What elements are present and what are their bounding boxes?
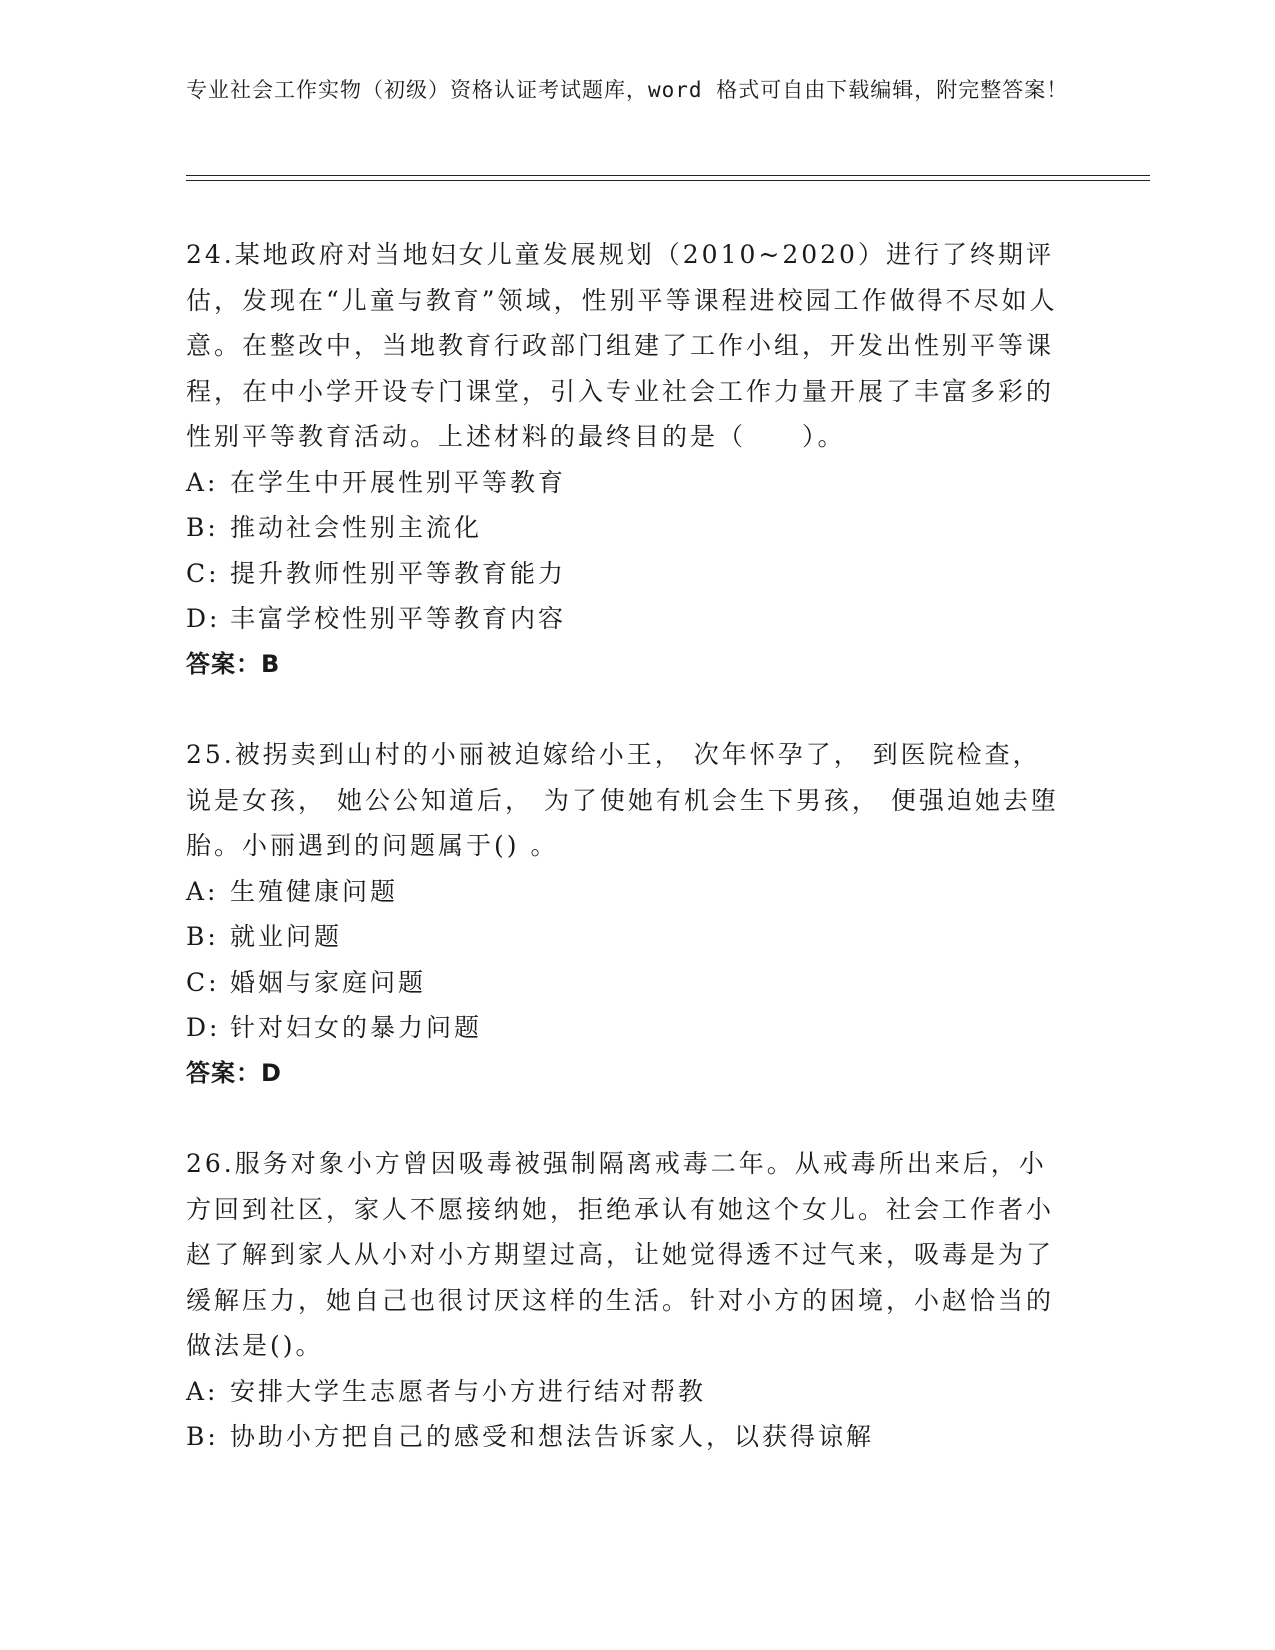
header-divider-bottom xyxy=(186,180,1150,181)
option-label: C: xyxy=(186,967,220,997)
option-text: 生殖健康问题 xyxy=(230,876,399,906)
option-b xyxy=(186,1414,1066,1460)
option-c xyxy=(186,960,1066,1006)
option-text: 就业问题 xyxy=(230,922,343,951)
option-b xyxy=(186,505,1066,551)
option-label: B: xyxy=(186,922,219,951)
option-text: 针对妇女的暴力问题 xyxy=(230,1013,483,1042)
question-list xyxy=(186,232,1066,1505)
option-a xyxy=(186,869,1066,915)
header-divider-top xyxy=(186,175,1150,176)
option-label: A: xyxy=(186,1376,219,1406)
question-text: 26.服务对象小方曾因吸毒被强制隔离戒毒二年。从戒毒所出来后，小方回到社区，家人不愿接纳她，拒绝承认有她这个女儿。社会工作者小赵了解到家人从小对小方期望过高，让她觉得透不过气来，吸毒是为了缓解压力，她自己也很讨厌这样的生活。针对小方的困境，小赵恰当的做法是()。 xyxy=(186,1149,1055,1360)
option-text: 推动社会性别主流化 xyxy=(230,513,483,542)
option-text: 协助小方把自己的感受和想法告诉家人，以获得谅解 xyxy=(230,1422,875,1451)
option-text: 丰富学校性别平等教育内容 xyxy=(230,604,567,633)
answer-line: 答案：D xyxy=(186,1058,282,1087)
answer-line: 答案：B xyxy=(186,649,281,678)
option-d xyxy=(186,1005,1066,1051)
option-label: B: xyxy=(186,1422,219,1451)
option-c xyxy=(186,551,1066,597)
question-text: 25.被拐卖到山村的小丽被迫嫁给小王， 次年怀孕了， 到医院检查，说是女孩， 她公公知道后， 为了使她有机会生下男孩， 便强迫她去堕胎。小丽遇到的问题属于() 。 xyxy=(186,740,1059,860)
question-text: 24.某地政府对当地妇女儿童发展规划（2010~2020）进行了终期评估，发现在“儿童与教育”领域，性别平等课程进校园工作做得不尽如人意。在整改中，当地教育行政部门组建了工作小组，开发出性别平等课程，在中小学开设专门课堂，引入专业社会工作力量开展了丰富多彩的性别平等教育活动。上述材料的最终目的是（ ）。 xyxy=(186,240,1058,451)
option-a xyxy=(186,1369,1066,1415)
option-text: 婚姻与家庭问题 xyxy=(230,967,427,997)
option-text: 安排大学生志愿者与小方进行结对帮教 xyxy=(230,1376,707,1406)
option-text: 在学生中开展性别平等教育 xyxy=(230,467,567,497)
option-text: 提升教师性别平等教育能力 xyxy=(230,558,567,588)
question-25 xyxy=(186,732,1066,1096)
option-d xyxy=(186,596,1066,642)
option-label: A: xyxy=(186,467,219,497)
option-label: A: xyxy=(186,876,219,906)
option-label: C: xyxy=(186,558,220,588)
option-label: B: xyxy=(186,513,219,542)
question-24 xyxy=(186,232,1066,687)
document-header: 专业社会工作实物（初级）资格认证考试题库，word 格式可自由下载编辑，附完整答案！ xyxy=(186,78,1069,102)
option-label: D: xyxy=(186,1013,221,1042)
option-b xyxy=(186,914,1066,960)
question-26 xyxy=(186,1141,1066,1460)
option-label: D: xyxy=(186,604,221,633)
option-a xyxy=(186,460,1066,506)
